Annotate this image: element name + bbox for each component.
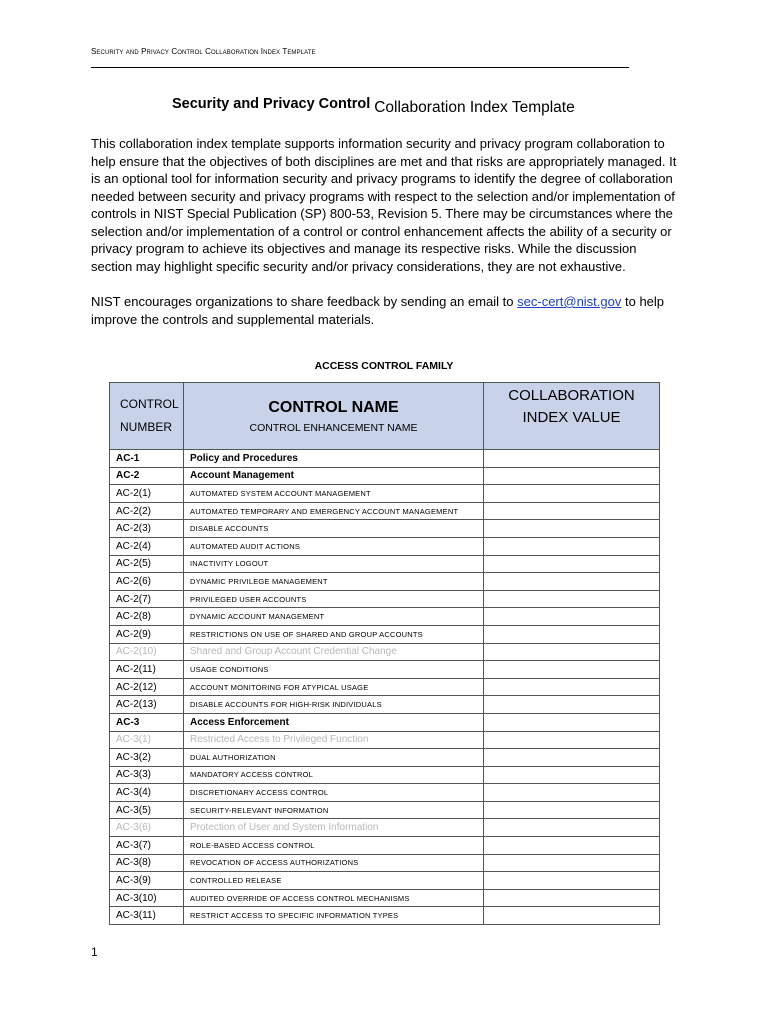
table-row (110, 731, 660, 749)
running-header: Security and Privacy Control Collaboration Index Template (91, 47, 316, 56)
control-name-cell: DISABLE ACCOUNTS FOR HIGH-RISK INDIVIDUALS (184, 696, 484, 714)
collaboration-index-cell[interactable] (484, 450, 660, 468)
table-row (110, 573, 660, 591)
collaboration-index-cell[interactable] (484, 555, 660, 573)
control-name-cell: REVOCATION OF ACCESS AUTHORIZATIONS (184, 854, 484, 872)
table-row (110, 784, 660, 802)
control-name-cell: DYNAMIC PRIVILEGE MANAGEMENT (184, 573, 484, 591)
collaboration-index-cell[interactable] (484, 467, 660, 485)
collaboration-index-cell[interactable] (484, 784, 660, 802)
table-row (110, 502, 660, 520)
control-number-cell: AC-2(9) (110, 625, 184, 643)
collaboration-index-cell[interactable] (484, 661, 660, 679)
control-name-cell: Protection of User and System Information (184, 819, 484, 837)
collaboration-index-cell[interactable] (484, 854, 660, 872)
control-name-cell: USAGE CONDITIONS (184, 661, 484, 679)
control-number-cell: AC-2(8) (110, 608, 184, 626)
control-number-cell: AC-3 (110, 713, 184, 731)
control-name-cell: DISCRETIONARY ACCESS CONTROL (184, 784, 484, 802)
control-number-cell: AC-3(3) (110, 766, 184, 784)
control-name-cell: PRIVILEGED USER ACCOUNTS (184, 590, 484, 608)
control-name-cell: INACTIVITY LOGOUT (184, 555, 484, 573)
collaboration-index-cell[interactable] (484, 502, 660, 520)
control-name-cell: CONTROLLED RELEASE (184, 872, 484, 890)
header-rule (91, 67, 629, 68)
table-row (110, 467, 660, 485)
title-part-1: Security and Privacy Control (172, 96, 371, 112)
collaboration-index-cell[interactable] (484, 485, 660, 503)
table-row (110, 837, 660, 855)
collaboration-index-cell[interactable] (484, 643, 660, 661)
control-name-cell: Restricted Access to Privileged Function (184, 731, 484, 749)
table-row (110, 872, 660, 890)
page-number: 1 (91, 945, 98, 959)
family-title: ACCESS CONTROL FAMILY (314, 360, 454, 372)
control-number-cell: AC-3(8) (110, 854, 184, 872)
control-name-cell: RESTRICT ACCESS TO SPECIFIC INFORMATION TYPES (184, 907, 484, 925)
collaboration-index-cell[interactable] (484, 537, 660, 555)
table-row (110, 590, 660, 608)
title-part-2: Collaboration Index Template (374, 99, 575, 116)
table-row (110, 485, 660, 503)
control-number-cell: AC-2(2) (110, 502, 184, 520)
collaboration-index-cell[interactable] (484, 801, 660, 819)
control-name-cell: DUAL AUTHORIZATION (184, 749, 484, 767)
table-row (110, 450, 660, 468)
intro-paragraph: This collaboration index template supports information security and privacy program collaboration to help ensure that the objectives of both disciplines are met and that risks are appropriately managed. It is an optional tool for information security and privacy programs to identify the degree of collaboration needed between security and privacy programs with respect to the selection and/or implementation of controls in NIST Special Publication (SP) 800-53, Revision 5. There may be circumstances where the selection and/or implementation of a control or control enhancement affects the ability of a security or privacy program to achieve its objectives and manage its respective risks. While the discussion section may highlight specific security and/or privacy considerations, they are not exhaustive. (91, 136, 677, 274)
table-row (110, 801, 660, 819)
control-number-cell: AC-2(5) (110, 555, 184, 573)
control-number-cell: AC-3(5) (110, 801, 184, 819)
collaboration-index-cell[interactable] (484, 872, 660, 890)
control-number-cell: AC-2(4) (110, 537, 184, 555)
header-control-name (184, 383, 484, 450)
header-index-line1: COLLABORATION (508, 387, 635, 404)
collaboration-index-cell[interactable] (484, 573, 660, 591)
collaboration-index-cell[interactable] (484, 608, 660, 626)
collaboration-index-cell[interactable] (484, 696, 660, 714)
control-number-cell: AC-2(11) (110, 661, 184, 679)
table-row (110, 766, 660, 784)
control-number-cell: AC-2(7) (110, 590, 184, 608)
header-enhancement-name: CONTROL ENHANCEMENT NAME (249, 422, 418, 434)
table-row (110, 696, 660, 714)
collaboration-index-cell[interactable] (484, 837, 660, 855)
control-name-cell: AUTOMATED TEMPORARY AND EMERGENCY ACCOUNT MANAGEMENT (184, 502, 484, 520)
feedback-paragraph (91, 293, 681, 328)
control-name-cell: MANDATORY ACCESS CONTROL (184, 766, 484, 784)
collaboration-index-cell[interactable] (484, 889, 660, 907)
control-number-cell: AC-2(12) (110, 678, 184, 696)
control-number-cell: AC-2 (110, 467, 184, 485)
control-name-cell: AUDITED OVERRIDE OF ACCESS CONTROL MECHANISMS (184, 889, 484, 907)
feedback-text-after: to help improve the controls and supplemental materials. (91, 294, 665, 327)
control-name-cell: DYNAMIC ACCOUNT MANAGEMENT (184, 608, 484, 626)
table-row (110, 854, 660, 872)
collaboration-index-cell[interactable] (484, 520, 660, 538)
table-header-row (110, 383, 660, 450)
header-collaboration-index (484, 383, 660, 450)
page-title (172, 95, 575, 116)
control-name-cell: ROLE-BASED ACCESS CONTROL (184, 837, 484, 855)
control-number-cell: AC-2(3) (110, 520, 184, 538)
control-number-cell: AC-3(7) (110, 837, 184, 855)
control-number-cell: AC-2(13) (110, 696, 184, 714)
email-link[interactable]: sec-cert@nist.gov (517, 294, 622, 309)
header-number-line2: NUMBER (120, 420, 173, 434)
control-number-cell: AC-3(9) (110, 872, 184, 890)
collaboration-index-cell[interactable] (484, 766, 660, 784)
control-number-cell: AC-3(6) (110, 819, 184, 837)
control-name-cell: ACCOUNT MONITORING FOR ATYPICAL USAGE (184, 678, 484, 696)
table-row (110, 608, 660, 626)
header-name: CONTROL NAME (268, 399, 399, 416)
control-name-cell: Policy and Procedures (184, 450, 484, 468)
table-row (110, 749, 660, 767)
collaboration-index-cell[interactable] (484, 749, 660, 767)
control-number-cell: AC-3(10) (110, 889, 184, 907)
control-name-cell: Shared and Group Account Credential Change (184, 643, 484, 661)
control-name-cell: Account Management (184, 467, 484, 485)
collaboration-index-cell[interactable] (484, 907, 660, 925)
collaboration-index-cell[interactable] (484, 731, 660, 749)
control-number-cell: AC-3(1) (110, 731, 184, 749)
header-index-line2: INDEX VALUE (522, 409, 621, 426)
controls-table (109, 382, 660, 925)
feedback-text-before: NIST encourages organizations to share feedback by sending an email to (91, 294, 518, 309)
collaboration-index-cell[interactable] (484, 590, 660, 608)
control-name-cell: RESTRICTIONS ON USE OF SHARED AND GROUP ACCOUNTS (184, 625, 484, 643)
table-row (110, 520, 660, 538)
control-name-cell: AUTOMATED AUDIT ACTIONS (184, 537, 484, 555)
table-row (110, 819, 660, 837)
header-control-number (110, 383, 184, 450)
table-row (110, 678, 660, 696)
table-row (110, 907, 660, 925)
table-row (110, 643, 660, 661)
collaboration-index-cell[interactable] (484, 678, 660, 696)
header-number-line1: CONTROL (120, 397, 179, 411)
control-name-cell: AUTOMATED SYSTEM ACCOUNT MANAGEMENT (184, 485, 484, 503)
collaboration-index-cell[interactable] (484, 713, 660, 731)
collaboration-index-cell[interactable] (484, 625, 660, 643)
control-name-cell: SECURITY-RELEVANT INFORMATION (184, 801, 484, 819)
control-name-cell: Access Enforcement (184, 713, 484, 731)
control-name-cell: DISABLE ACCOUNTS (184, 520, 484, 538)
control-number-cell: AC-1 (110, 450, 184, 468)
control-number-cell: AC-3(11) (110, 907, 184, 925)
control-number-cell: AC-2(1) (110, 485, 184, 503)
table-row (110, 625, 660, 643)
table-row (110, 537, 660, 555)
collaboration-index-cell[interactable] (484, 819, 660, 837)
control-number-cell: AC-3(4) (110, 784, 184, 802)
control-number-cell: AC-2(10) (110, 643, 184, 661)
control-number-cell: AC-2(6) (110, 573, 184, 591)
control-number-cell: AC-3(2) (110, 749, 184, 767)
table-row (110, 713, 660, 731)
table-row (110, 889, 660, 907)
table-row (110, 555, 660, 573)
table-row (110, 661, 660, 679)
